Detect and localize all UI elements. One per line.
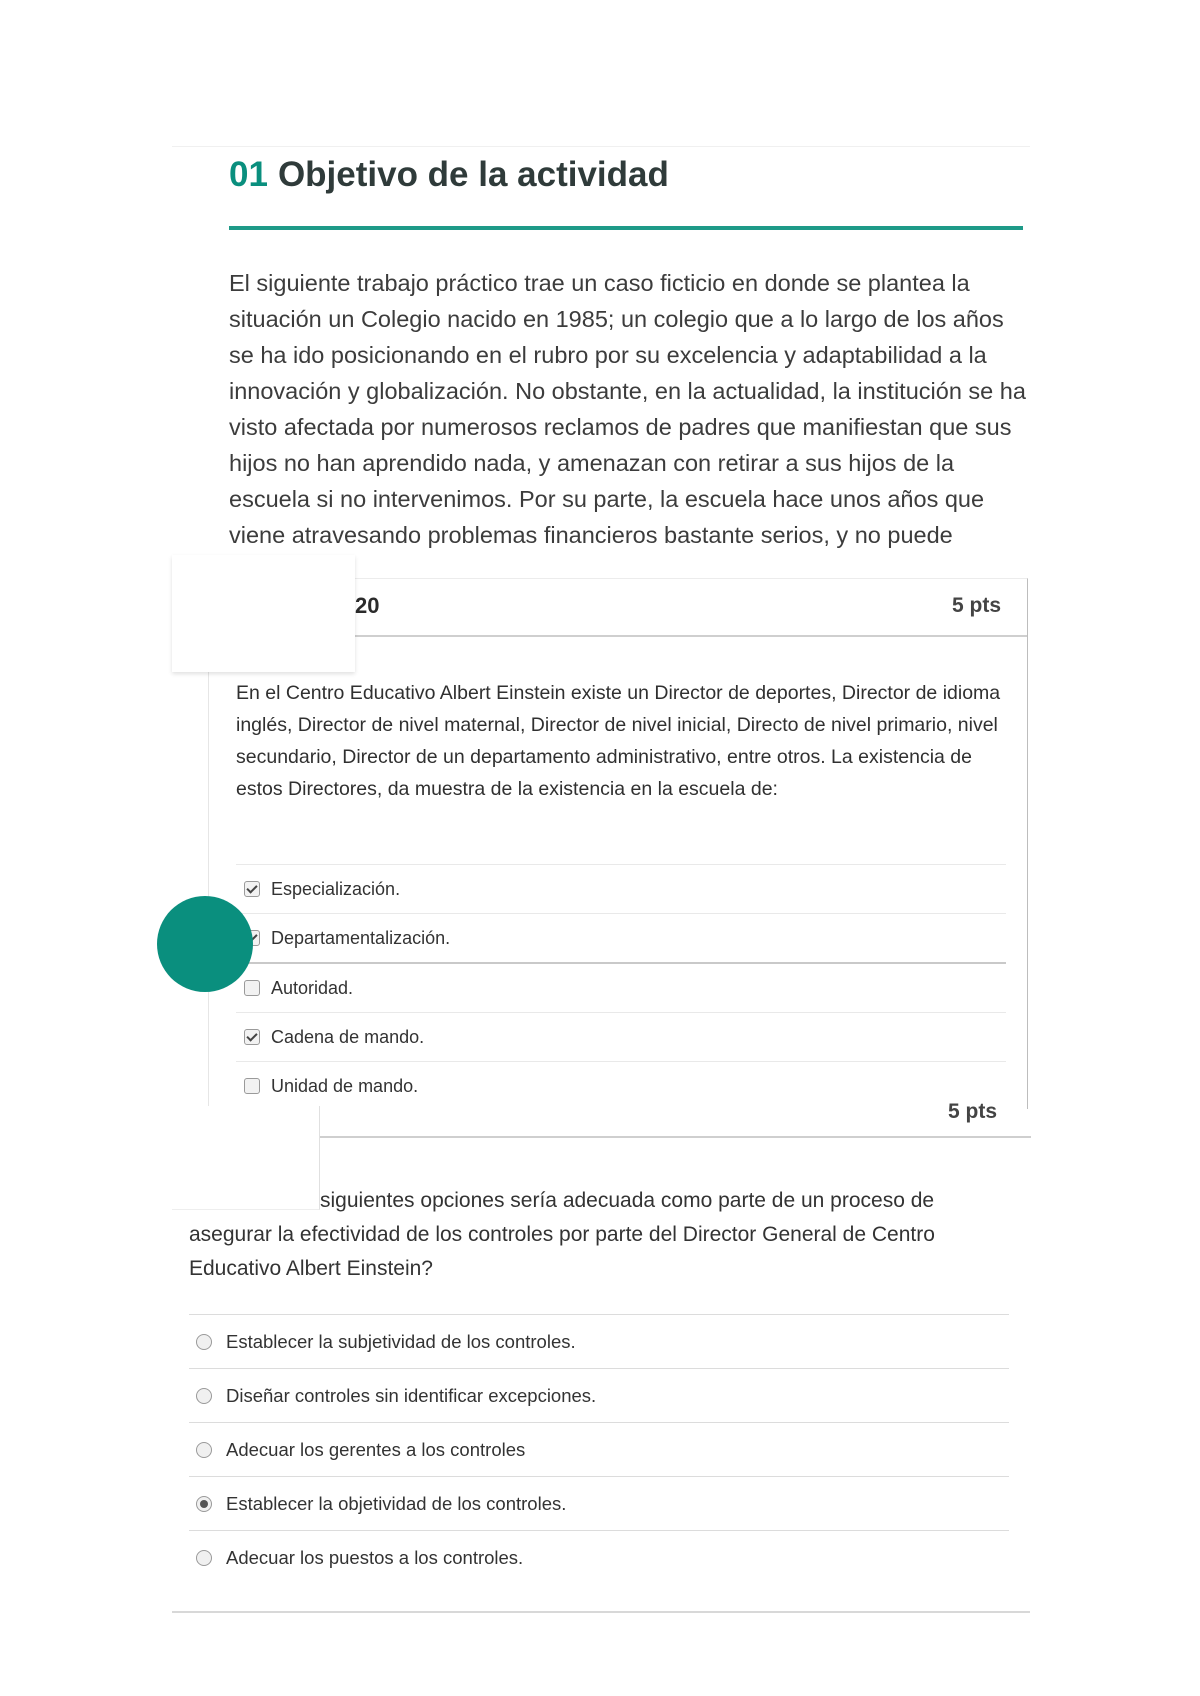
- radio-button[interactable]: [196, 1496, 212, 1512]
- option-especializacion[interactable]: [236, 864, 1006, 913]
- option-label: Unidad de mando.: [271, 1075, 419, 1096]
- option-departamentalizacion[interactable]: [236, 913, 1006, 962]
- option-label: Departamentalización.: [271, 927, 451, 948]
- checkbox[interactable]: [244, 980, 260, 996]
- section-title: Objetivo de la actividad: [277, 155, 669, 194]
- option-unidad-de-mando[interactable]: [236, 1061, 1006, 1109]
- option-label: Autoridad.: [271, 977, 354, 998]
- question-text: En el Centro Educativo Albert Einstein existe un Director de deportes, Director de idioma inglés, Director de nivel maternal, Director de nivel inicial, Directo de nivel primario, nivel secundario, Director de un departamento administrativo, entre otros. La existencia de estos Directores, da muestra de la existencia en la escuela de:: [236, 682, 1001, 800]
- overlay-panel: [172, 555, 355, 672]
- option-label: Especialización.: [271, 878, 401, 899]
- checkbox[interactable]: [244, 1078, 260, 1094]
- question-21-text: siguientes opciones sería adecuada como parte de un proceso de asegurar la efectividad de los controles por parte del Director General de Centro Educativo Albert Einstein?: [189, 1189, 935, 1280]
- checkbox[interactable]: [244, 1029, 260, 1045]
- checkbox[interactable]: [244, 881, 260, 897]
- option-autoridad[interactable]: [236, 962, 1006, 1012]
- radio-button[interactable]: [196, 1334, 212, 1350]
- question-21-header-divider: [319, 1136, 1031, 1138]
- option-label: Diseñar controles sin identificar excepciones.: [226, 1384, 597, 1406]
- question-points: 5 pts: [951, 594, 1001, 617]
- option-cadena-de-mando[interactable]: [236, 1012, 1006, 1061]
- option-sin-excepciones[interactable]: [189, 1368, 1009, 1422]
- option-objetividad[interactable]: [189, 1476, 1009, 1530]
- option-label: Establecer la subjetividad de los controles.: [226, 1330, 576, 1352]
- question-number: 20: [355, 593, 380, 618]
- option-puestos[interactable]: [189, 1530, 1009, 1584]
- radio-button[interactable]: [196, 1442, 212, 1458]
- question-21-points: 5 pts: [948, 1100, 998, 1123]
- option-label: Establecer la objetividad de los controles.: [226, 1492, 567, 1514]
- answer-options: [236, 864, 1006, 1109]
- option-label: Cadena de mando.: [271, 1026, 425, 1047]
- activity-description: El siguiente trabajo práctico trae un caso ficticio en donde se plantea la situación un Colegio nacido en 1985; un colegio que a lo largo de los años se ha ido posicionando en el rubro por su excelencia y adaptabilidad a la innovación y globalización. No obstante, en la actualidad, la institución se ha visto afectada por numerosos reclamos de padres que manifiestan que sus hijos no han aprendido nada, y amenazan con retirar a sus hijos de la escuela si no intervenimos. Por su parte, la escuela hace unos años que viene atravesando problemas financieros bastante serios, y no puede: [229, 270, 1026, 548]
- option-label: Adecuar los puestos a los controles.: [226, 1546, 524, 1568]
- radio-button[interactable]: [196, 1388, 212, 1404]
- heading-divider: [229, 226, 1023, 230]
- page-divider: [172, 1611, 1030, 1613]
- option-label: Adecuar los gerentes a los controles: [226, 1438, 526, 1460]
- section-heading: [229, 155, 669, 195]
- option-subjetividad[interactable]: [189, 1314, 1009, 1368]
- radio-button[interactable]: [196, 1550, 212, 1566]
- option-gerentes[interactable]: [189, 1422, 1009, 1476]
- teal-circle-marker: [157, 896, 253, 992]
- section-number: 01: [229, 155, 268, 194]
- question-21-options: [189, 1314, 1009, 1584]
- activity-objective-section: [172, 146, 1030, 557]
